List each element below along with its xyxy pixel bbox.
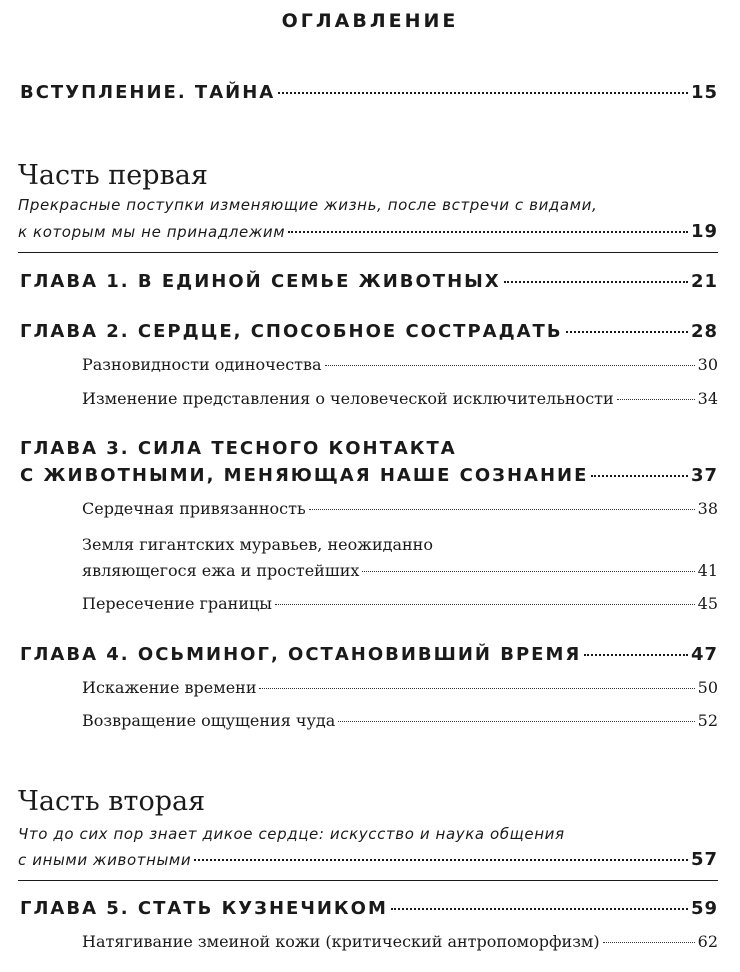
dot-leader <box>309 509 695 510</box>
entry-page: 30 <box>697 355 718 374</box>
dot-leader <box>617 399 695 400</box>
entry-page: 45 <box>697 594 718 613</box>
entry-label: Натягивание змеиной кожи (критический антропоморфизм) <box>82 932 600 951</box>
dot-leader <box>603 942 695 943</box>
toc-entry-chapter-3[interactable] <box>20 465 718 486</box>
toc-section[interactable] <box>82 678 718 697</box>
part-title-2: Часть вторая <box>18 786 206 817</box>
toc-entry-chapter-4[interactable] <box>20 644 718 665</box>
dot-leader <box>275 604 695 605</box>
dot-leader <box>325 365 695 366</box>
toc-section[interactable] <box>82 594 718 613</box>
entry-label: ГЛАВА 4. ОСЬМИНОГ, ОСТАНОВИВШИЙ ВРЕМЯ <box>20 644 582 665</box>
dot-leader <box>584 654 688 656</box>
entry-page: 50 <box>697 678 718 697</box>
entry-label: ВСТУПЛЕНИЕ. ТАЙНА <box>20 82 276 103</box>
entry-label: к которым мы не принадлежим <box>18 223 286 241</box>
page-title: ОГЛАВЛЕНИЕ <box>281 10 459 32</box>
dot-leader <box>288 231 688 233</box>
toc-section[interactable] <box>82 499 718 518</box>
entry-page: 52 <box>697 711 718 730</box>
dot-leader <box>504 281 688 283</box>
dot-leader <box>259 688 694 689</box>
dot-leader <box>278 92 688 94</box>
dot-leader <box>566 331 688 333</box>
toc-entry-part1[interactable] <box>18 221 718 242</box>
toc-section[interactable] <box>82 355 718 374</box>
entry-page: 57 <box>690 849 718 870</box>
entry-page: 28 <box>690 321 718 342</box>
entry-label: ГЛАВА 2. СЕРДЦЕ, СПОСОБНОЕ СОСТРАДАТЬ <box>20 321 563 342</box>
entry-label: Возвращение ощущения чуда <box>82 711 336 730</box>
entry-page: 19 <box>690 221 718 242</box>
entry-page: 59 <box>690 898 718 919</box>
toc-section[interactable] <box>82 389 718 408</box>
divider <box>18 252 718 253</box>
toc-entry-chapter-1[interactable] <box>20 271 718 292</box>
toc-section[interactable] <box>82 711 718 730</box>
entry-label: Разновидности одиночества <box>82 355 322 374</box>
dot-leader <box>338 721 694 722</box>
entry-page: 38 <box>697 499 718 518</box>
divider <box>18 880 718 881</box>
entry-label: Пересечение границы <box>82 594 273 613</box>
entry-page: 41 <box>697 561 718 580</box>
entry-label: с иными животными <box>18 851 192 869</box>
entry-page: 62 <box>697 932 718 951</box>
toc-entry-part2[interactable] <box>18 849 718 870</box>
entry-label: Изменение представления о человеческой исключительности <box>82 389 614 408</box>
section-title-line1[interactable]: Земля гигантских муравьев, неожиданно <box>82 535 433 554</box>
dot-leader <box>362 571 694 572</box>
entry-page: 21 <box>690 271 718 292</box>
part-title-1: Часть первая <box>18 160 208 191</box>
toc-entry-chapter-5[interactable] <box>20 898 718 919</box>
toc-entry-intro[interactable] <box>20 82 718 103</box>
part-subtitle-1-line1: Прекрасные поступки изменяющие жизнь, после встречи с видами, <box>18 196 598 214</box>
entry-label: ГЛАВА 5. СТАТЬ КУЗНЕЧИКОМ <box>20 898 388 919</box>
entry-label: являющегося ежа и простейших <box>82 561 360 580</box>
toc-section[interactable] <box>82 561 718 580</box>
entry-page: 34 <box>697 389 718 408</box>
dot-leader <box>194 859 688 861</box>
part-subtitle-2-line1: Что до сих пор знает дикое сердце: искусство и наука общения <box>18 825 565 843</box>
entry-page: 47 <box>690 644 718 665</box>
dot-leader <box>391 908 688 910</box>
entry-label: ГЛАВА 1. В ЕДИНОЙ СЕМЬЕ ЖИВОТНЫХ <box>20 271 501 292</box>
chapter-3-title-line1[interactable]: ГЛАВА 3. СИЛА ТЕСНОГО КОНТАКТА <box>20 438 457 459</box>
entry-label: С ЖИВОТНЫМИ, МЕНЯЮЩАЯ НАШЕ СОЗНАНИЕ <box>20 465 589 486</box>
entry-label: Искажение времени <box>82 678 257 697</box>
entry-page: 15 <box>690 82 718 103</box>
dot-leader <box>591 475 688 477</box>
entry-label: Сердечная привязанность <box>82 499 306 518</box>
toc-section[interactable] <box>82 932 718 951</box>
entry-page: 37 <box>690 465 718 486</box>
toc-entry-chapter-2[interactable] <box>20 321 718 342</box>
